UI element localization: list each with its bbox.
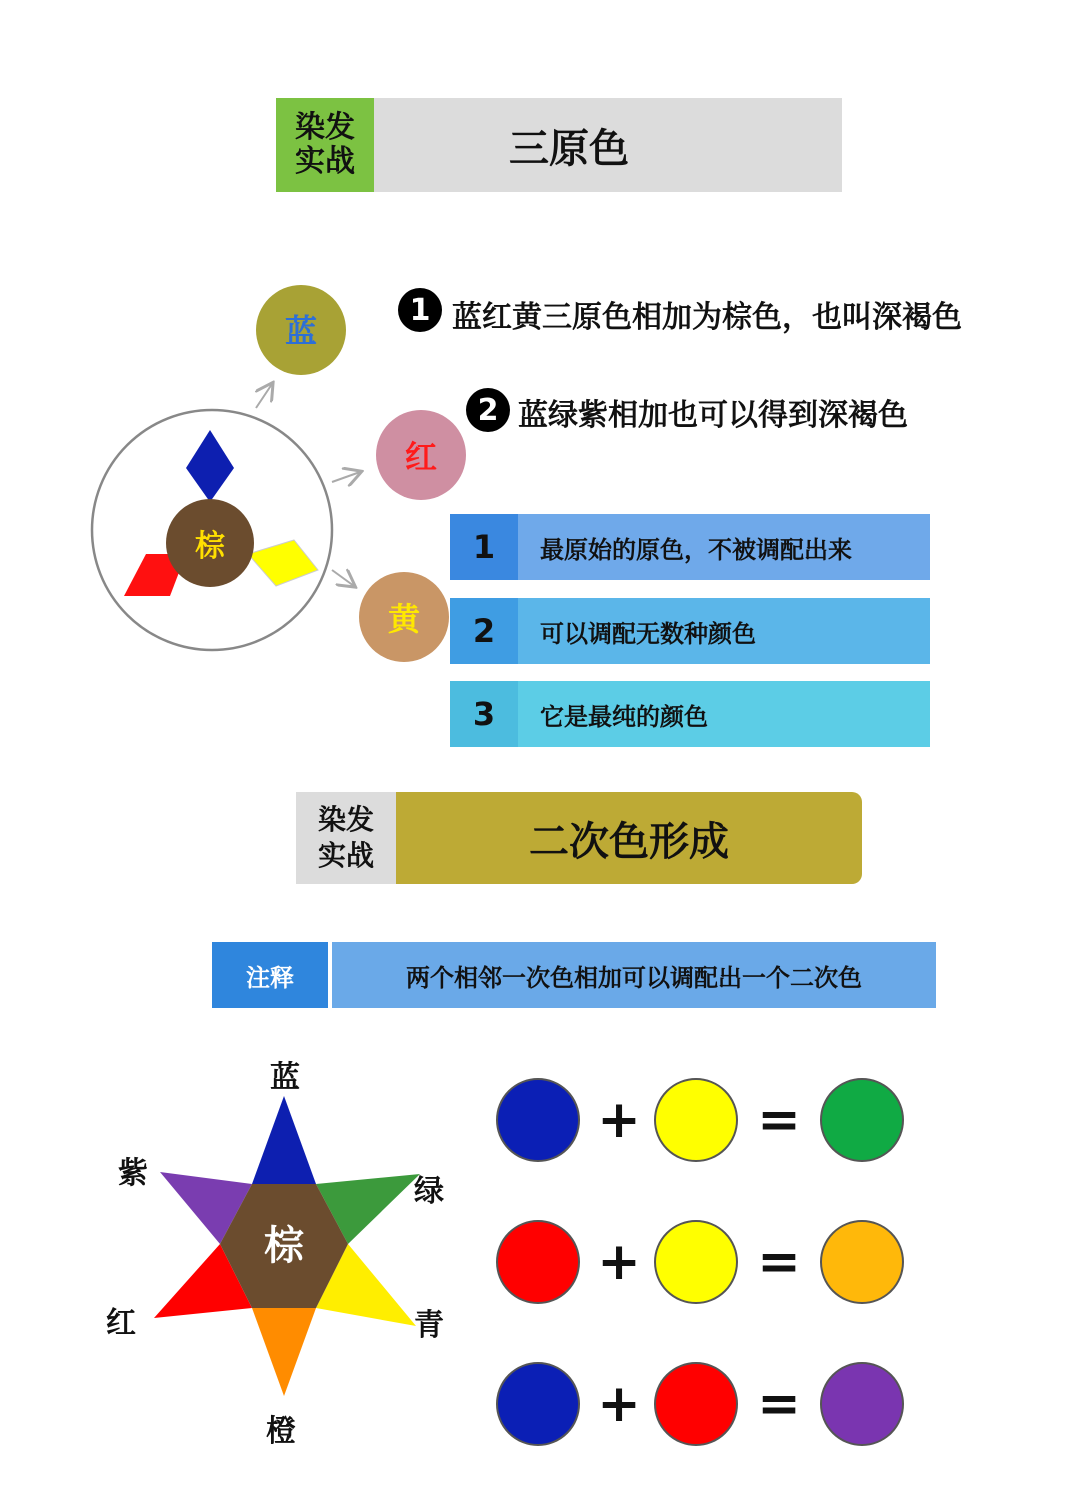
node-label-blue: 蓝 [284,312,317,350]
badge-line-2: 实战 [317,839,374,872]
row-number: 2 [450,598,518,664]
color-circle-b [654,1078,738,1162]
color-equations [490,1078,930,1458]
color-circle-b [654,1220,738,1304]
star-label-cyan: 青 [414,1308,444,1343]
color-circle-result [820,1078,904,1162]
row-text: 最原始的原色，不被调配出来 [518,514,930,580]
star-label-orange: 橙 [266,1414,296,1449]
color-circle-a [496,1362,580,1446]
row-number: 1 [450,514,518,580]
node-label-red: 红 [404,438,437,476]
equals-sign: = [757,1374,801,1434]
badge-line-1: 染发 [317,803,374,836]
section-title: 三原色 [509,125,629,172]
star-label-purple: 紫 [118,1156,148,1191]
plus-sign: + [597,1090,641,1150]
star-label-red: 红 [106,1306,136,1341]
color-circle-a [496,1220,580,1304]
statement-number: 1 [398,288,442,332]
statement-number: 2 [466,388,510,432]
note-text: 两个相邻一次色相加可以调配出一个二次色 [332,942,936,1008]
color-circle-b [654,1362,738,1446]
star-label-green: 绿 [414,1174,444,1209]
star-label-blue: 蓝 [270,1060,300,1095]
star-point-orange [252,1308,316,1396]
node-label-yellow: 黄 [387,600,420,638]
arrow-to-red [332,472,360,482]
row-text: 可以调配无数种颜色 [518,598,930,664]
arrow-to-yellow [332,570,354,586]
equals-sign: = [757,1090,801,1150]
feature-row [450,681,930,747]
row-text: 它是最纯的颜色 [518,681,930,747]
star-point-blue [252,1096,316,1184]
color-circle-result [820,1362,904,1446]
badge-line-2: 实战 [295,144,355,179]
color-circle-result [820,1220,904,1304]
row-number: 3 [450,681,518,747]
badge-line-1: 染发 [295,110,355,145]
header-badge [276,98,374,192]
statement-text: 蓝绿紫相加也可以得到深褐色 [518,398,908,433]
plus-sign: + [597,1374,641,1434]
header-badge [296,792,396,884]
statement-text: 蓝红黄三原色相加为棕色，也叫深褐色 [452,300,962,335]
equals-sign: = [757,1232,801,1292]
plus-sign: + [597,1232,641,1292]
color-circle-a [496,1078,580,1162]
note-tag: 注释 [212,942,328,1008]
arrow-to-blue [256,384,272,408]
star-center-label: 棕 [264,1222,304,1269]
feature-row [450,514,930,580]
section-title: 二次色形成 [396,792,862,884]
wheel-center-label: 棕 [195,529,225,564]
feature-row [450,598,930,664]
